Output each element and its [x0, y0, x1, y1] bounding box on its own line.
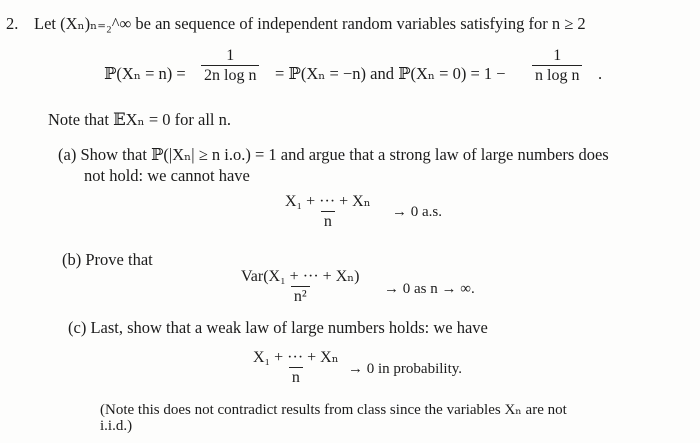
part-b-denominator: n²	[291, 286, 310, 306]
eq1-end: .	[598, 64, 603, 83]
closing-note-line1: (Note this does not contradict results from class since the variables Xₙ are not	[100, 402, 567, 418]
part-c-label: (c) Last, show that a weak law of large numbers holds: we have	[68, 318, 488, 337]
part-c-convergence: → 0 in probability.	[348, 361, 463, 377]
problem-number: 2.	[6, 14, 19, 33]
part-a-line1: (a) Show that ℙ(|Xₙ| ≥ n i.o.) = 1 and argue that a strong law of large numbers does	[58, 145, 609, 164]
part-b-fraction	[238, 266, 363, 306]
part-c-denominator: n	[289, 367, 303, 387]
closing-note-line2: i.i.d.)	[100, 418, 133, 434]
eq1-fraction-2	[532, 47, 582, 85]
part-a-line2: not hold: we cannot have	[84, 166, 250, 185]
part-a-convergence: → 0 a.s.	[392, 204, 442, 220]
part-a-fraction	[282, 191, 374, 231]
problem-intro: Let (Xₙ)ₙ₌₂^∞ be an sequence of independent random variables satisfying for n ≥ 2	[34, 14, 586, 33]
eq1-fraction-1	[201, 47, 259, 85]
part-a-denominator: n	[321, 211, 335, 231]
eq1-frac2-numerator: 1	[553, 47, 562, 64]
eq1-middle: = ℙ(Xₙ = −n) and ℙ(Xₙ = 0) = 1 −	[275, 64, 506, 83]
eq1-frac1-denominator: 2n log n	[201, 65, 259, 85]
note-expectation: Note that 𝔼Xₙ = 0 for all n.	[48, 110, 231, 129]
part-b-label: (b) Prove that	[62, 250, 153, 269]
eq1-lhs: ℙ(Xₙ = n) =	[104, 64, 186, 83]
eq1-frac2-denominator: n log n	[532, 65, 582, 85]
part-a-numerator: X₁ + ··· + Xₙ	[285, 193, 371, 210]
part-b-convergence: → 0 as n → ∞.	[384, 281, 475, 297]
part-c-numerator: X₁ + ··· + Xₙ	[253, 349, 339, 366]
part-b-numerator: Var(X₁ + ··· + Xₙ)	[241, 268, 360, 285]
eq1-frac1-numerator: 1	[226, 47, 235, 64]
part-c-fraction	[250, 347, 342, 387]
